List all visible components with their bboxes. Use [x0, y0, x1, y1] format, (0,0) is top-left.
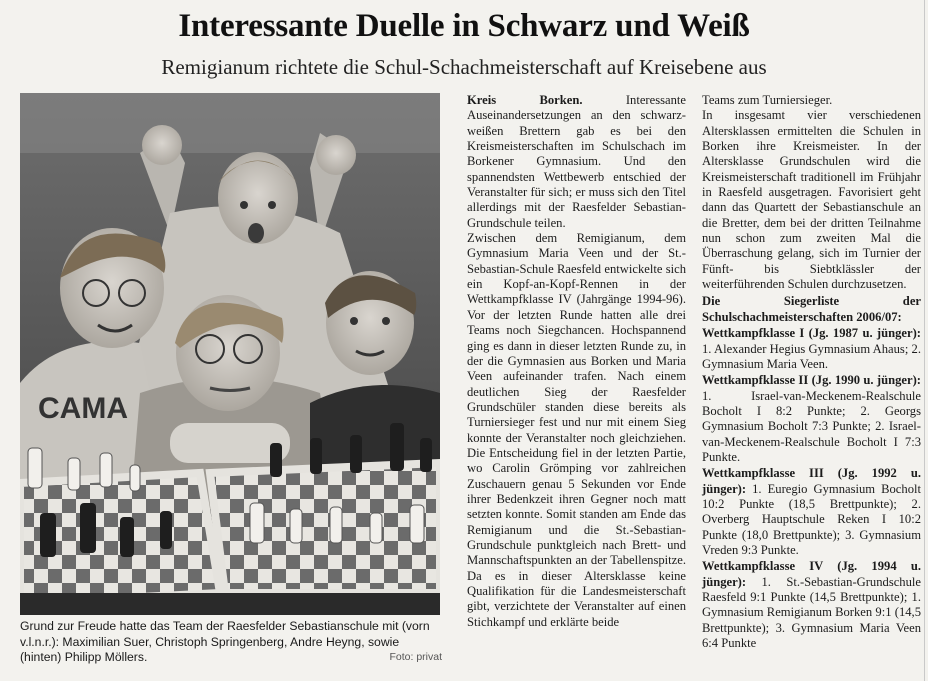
ranking-entry: [702, 559, 921, 651]
children-chess-photo: [20, 93, 440, 615]
article-photo: [20, 93, 440, 615]
ranking-result: 1. Israel-van-Meckenem-Realschule Bocholt I 8:2 Punkte; 2. Georgs Gymnasium Bocholt 7:3 Punkte; 2. Israel-van-Meckenem-Realschule Bocholt I 7:3 Punkte.: [702, 388, 921, 464]
ranking-class: Wettkampfklasse III (Jg. 1992 u. jünger):: [702, 466, 921, 496]
ranking-result: 1. St.-Sebastian-Grundschule Raesfeld 9:1 Punkte (14,5 Brettpunkte); 1. Gymnasium Remigianum Borken 9:1 (14,5 Brettpunkte); 3. Gymnasium Maria Veen 6:4 Punkte: [702, 574, 921, 651]
ranking-entry: [702, 466, 921, 558]
photo-caption: [20, 619, 442, 666]
ranking-class: Wettkampfklasse IV (Jg. 1994 u. jünger):: [702, 559, 921, 589]
ranking-title: Die Siegerliste der Schulschachmeisterschaften 2006/07:: [702, 294, 921, 324]
column-2-text: Teams zum Turniersieger. In insgesamt vier verschiedenen Altersklassen ermittelten die Schulen in Borken ihre Kreismeister. In der Altersklasse Grundschulen wird die Kreismeisterschaft traditionell im Frühjahr in Raesfeld ausgetragen. Favorisiert geht dann das Quartett der Sebastianschule an die Bretter, dem bei der dritten Teilnahme nun schon zum zweiten Mal die Überraschung gelang, sich im Turnier der Fünft- bis Siebtklässler der weiterführenden Schulen durchzusetzen.: [702, 93, 921, 292]
ranking-result: 1. Euregio Gymnasium Bocholt 10:2 Punkte (18,5 Brettpunkte); 2. Overberg Hauptschule Reken I 10:2 Punkte (18,0 Brettpunkte); 3. Gymnasium Vreden 9:3 Punkte.: [702, 481, 921, 557]
ranking-class: Wettkampfklasse I (Jg. 1987 u. jünger):: [702, 326, 921, 341]
article-column-1: [467, 93, 686, 630]
column-1-text: Interessante Auseinandersetzungen an den schwarz-weißen Brettern gab es bei den Kreismeisterschaften im Schulschach im Borkener Gymnasium. Und den spannendsten Wettbewerb entschied der Veranstalter für sich; er muss sich den Titel allerdings mit der Raesfelder Sebastian-Grundschule teilen. Zwischen dem Remigianum, dem Gymnasium Maria Veen und der St.-Sebastian-Schule Raesfeld entwickelte sich ein Kopf-an-Kopf-Rennen in der Wettkampfklasse IV (Jahrgänge 1994-96). Vor der letzten Runde hatten alle drei Teams noch Siegchancen. Hochspannend ging es dann in dieser letzten Runde zu, in der die Gymnasien aus Borken und Maria Veen aufeinander trafen. Nach einem deutlichen Sieg der Raesfelder Grundschüler standen diese bereits als Turniersieger fest und nur mit einem Sieg konnte der Veranstalter noch gleichziehen. Die Entscheidung fiel in der letzten Partie, wo Carolin Grömping vor zahlreichen Zuschauern genau 5 Sekunden vor Ende ihrer Bedenkzeit ihren Gegner noch matt setzten konnte. Somit standen am Ende das Remigianum und die St.-Sebastian-Grundschule punktgleich nach Brett- und Mannschaftspunkten an der Tabellenspitze. Da es in dieser Altersklasse keine Qualifikation für die Landesmeisterschaft gibt, verzichtete der Veranstalter auf einen Stichkampf und erklärte beide: [467, 93, 686, 629]
photo-credit: Foto: privat: [389, 651, 442, 663]
ranking-entry: [702, 373, 921, 465]
ranking-class: Wettkampfklasse II (Jg. 1990 u. jünger):: [702, 373, 921, 388]
ranking-entry: [702, 326, 921, 372]
headline: Interessante Duelle in Schwarz und Weiß: [178, 8, 750, 44]
ranking-result: 1. Alexander Hegius Gymnasium Ahaus; 2. Gymnasium Maria Veen.: [702, 341, 921, 371]
dateline: Kreis Borken.: [467, 93, 583, 107]
subheadline: Remigianum richtete die Schul-Schachmeisterschaft auf Kreisebene aus: [161, 55, 767, 79]
page-edge-line: [924, 0, 925, 681]
shirt-print: CAMA: [38, 392, 128, 425]
caption-text: Grund zur Freude hatte das Team der Raesfelder Sebastianschule mit (vorn v.l.n.r.): Maximilian Suer, Christoph Springenberg, Andre Heyng, sowie (hinten) Philipp Möllers.: [20, 619, 430, 664]
article-column-2: [702, 93, 921, 651]
